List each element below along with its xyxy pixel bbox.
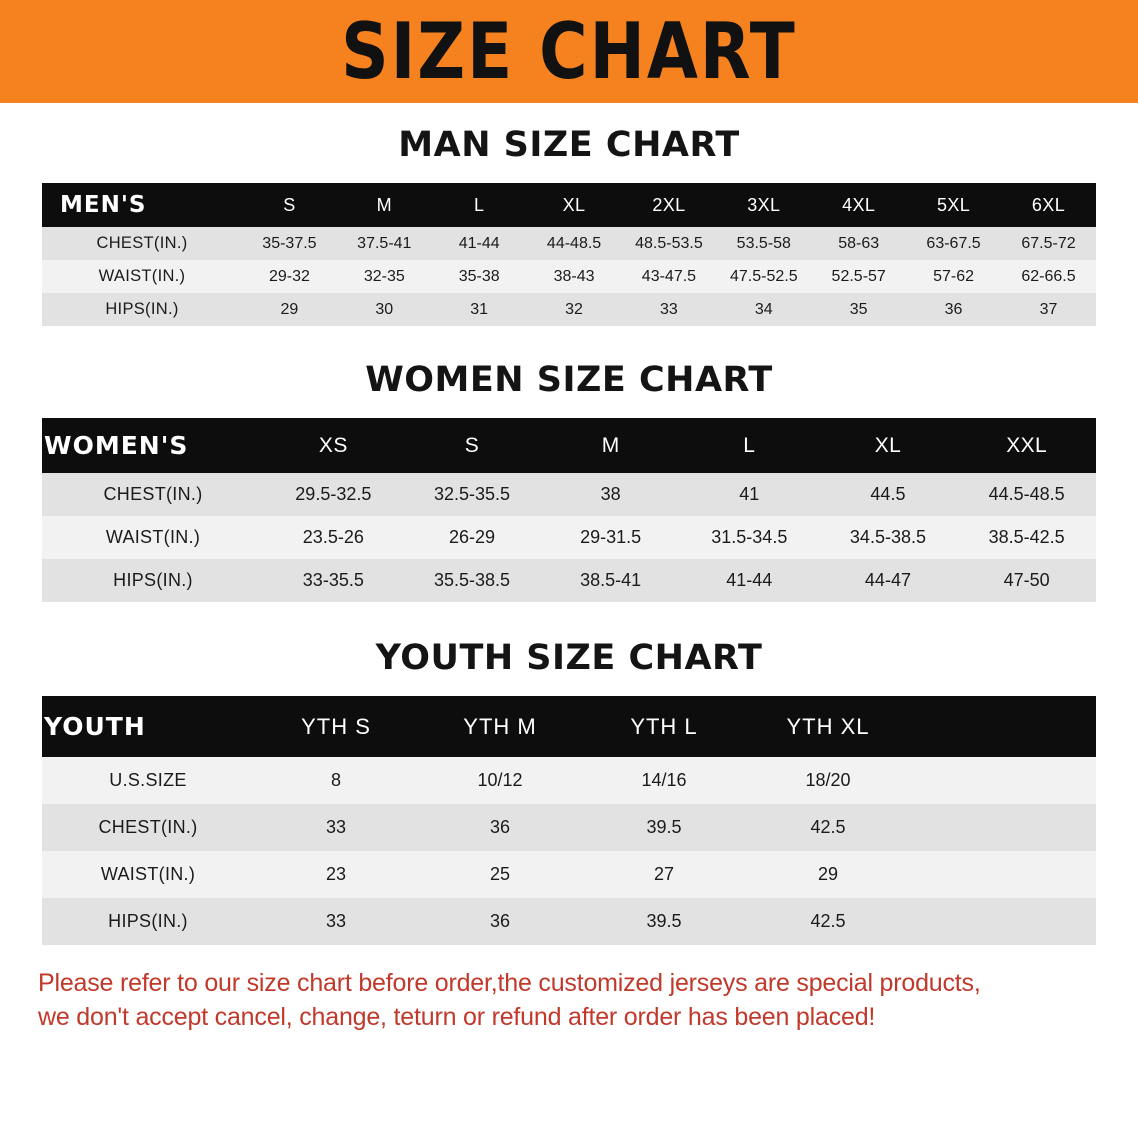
youth-r2-c0: 23 — [325, 864, 347, 884]
youth-table-wrapper — [42, 696, 1096, 945]
man-r0-c5: 53.5-58 — [736, 234, 791, 252]
youth-size-table — [42, 696, 1096, 945]
women-col-0: XS — [318, 433, 348, 457]
women-corner-label: WOMEN'S — [44, 431, 189, 460]
youth-r3-c2: 39.5 — [646, 911, 682, 931]
youth-r2-c1: 25 — [489, 864, 511, 884]
women-size-table — [42, 418, 1096, 602]
women-col-4: XL — [874, 433, 902, 457]
note-line-1: Please refer to our size chart before order,the customized jerseys are special products, — [38, 969, 981, 997]
man-r0-c7: 63-67.5 — [926, 234, 981, 252]
youth-r3-spacer — [910, 898, 1096, 945]
youth-r1-c2: 39.5 — [646, 817, 682, 837]
youth-section-title: YOUTH SIZE CHART — [375, 638, 763, 678]
women-r1-c0: 23.5-26 — [302, 527, 364, 547]
order-policy-note — [38, 967, 1100, 1035]
man-r0-c8: 67.5-72 — [1021, 234, 1076, 252]
table-row — [42, 559, 1096, 602]
man-r1-c8: 62-66.5 — [1021, 267, 1076, 285]
table-row — [42, 757, 1096, 804]
man-row-1-label: WAIST(IN.) — [98, 267, 186, 285]
women-r2-c0: 33-35.5 — [302, 570, 364, 590]
man-r2-c6: 35 — [849, 300, 868, 318]
man-col-6: 4XL — [842, 194, 876, 215]
man-r1-c3: 38-43 — [553, 267, 595, 285]
man-r2-c8: 37 — [1039, 300, 1058, 318]
man-r1-c5: 47.5-52.5 — [730, 267, 798, 285]
youth-row-1-label: CHEST(IN.) — [98, 817, 198, 837]
youth-table-body — [42, 757, 1096, 945]
man-header-row — [42, 183, 1096, 227]
man-r2-c3: 32 — [565, 300, 583, 318]
man-col-7: 5XL — [936, 194, 971, 215]
man-r0-c0: 35-37.5 — [262, 234, 317, 252]
women-r1-c1: 26-29 — [448, 527, 495, 547]
youth-row-0-label: U.S.SIZE — [109, 770, 187, 790]
women-table-wrapper — [42, 418, 1096, 602]
women-r1-c5: 38.5-42.5 — [988, 527, 1065, 547]
note-line-2: we don't accept cancel, change, teturn or refund after order has been placed! — [38, 1002, 876, 1031]
man-r1-c6: 52.5-57 — [831, 267, 886, 285]
youth-r1-c3: 42.5 — [810, 817, 846, 837]
man-r1-c0: 29-32 — [268, 267, 310, 285]
youth-r2-spacer — [910, 851, 1096, 898]
women-r2-c2: 38.5-41 — [580, 570, 642, 590]
man-r0-c6: 58-63 — [838, 234, 880, 252]
man-r1-c7: 57-62 — [933, 267, 975, 285]
youth-table-head — [42, 696, 1096, 757]
man-r2-c4: 33 — [660, 300, 678, 318]
women-r0-c1: 32.5-35.5 — [433, 484, 511, 504]
women-col-3: L — [743, 433, 756, 457]
table-row — [42, 898, 1096, 945]
youth-r0-spacer — [910, 757, 1096, 804]
youth-col-3: YTH XL — [786, 713, 870, 739]
man-r1-c2: 35-38 — [458, 267, 500, 285]
man-table-wrapper — [42, 183, 1096, 326]
women-row-2-label: HIPS(IN.) — [113, 570, 193, 590]
man-r2-c2: 31 — [470, 300, 489, 318]
youth-r2-c3: 29 — [817, 864, 839, 884]
women-r0-c4: 44.5 — [870, 484, 906, 504]
women-section-title: WOMEN SIZE CHART — [365, 360, 773, 400]
table-row — [42, 227, 1096, 260]
youth-r1-c0: 33 — [325, 817, 347, 837]
youth-r0-c1: 10/12 — [477, 770, 523, 790]
man-col-1: M — [376, 194, 393, 215]
women-r2-c5: 47-50 — [1003, 570, 1050, 590]
youth-r3-c0: 33 — [325, 911, 347, 931]
women-r1-c4: 34.5-38.5 — [849, 527, 926, 547]
man-corner-label: MEN'S — [60, 192, 147, 218]
youth-header-row — [42, 696, 1096, 757]
table-row — [42, 473, 1096, 516]
women-r2-c4: 44-47 — [864, 570, 911, 590]
youth-row-3-label: HIPS(IN.) — [108, 911, 188, 931]
man-r2-c1: 30 — [375, 300, 394, 318]
man-table-head — [42, 183, 1096, 227]
table-row — [42, 804, 1096, 851]
man-r2-c5: 34 — [754, 300, 773, 318]
man-r1-c1: 32-35 — [363, 267, 405, 285]
man-r0-c3: 44-48.5 — [546, 234, 602, 252]
youth-r3-c1: 36 — [489, 911, 511, 931]
man-col-4: 2XL — [652, 194, 686, 215]
man-table-body — [42, 227, 1096, 326]
youth-r1-spacer — [910, 804, 1096, 851]
man-col-2: L — [473, 194, 485, 215]
youth-col-1: YTH M — [463, 713, 537, 739]
women-table-body — [42, 473, 1096, 602]
youth-corner-label: YOUTH — [44, 712, 146, 741]
table-row — [42, 293, 1096, 326]
women-r1-c2: 29-31.5 — [580, 527, 642, 547]
women-r0-c5: 44.5-48.5 — [988, 484, 1065, 504]
women-table-head — [42, 418, 1096, 473]
women-header-row — [42, 418, 1096, 473]
women-col-5: XXL — [1006, 433, 1048, 457]
women-r0-c2: 38 — [600, 484, 621, 504]
women-r0-c3: 41 — [739, 484, 760, 504]
man-r2-c0: 29 — [280, 300, 299, 318]
man-r0-c4: 48.5-53.5 — [635, 234, 703, 252]
table-row — [42, 851, 1096, 898]
man-size-table — [42, 183, 1096, 326]
page-title: SIZE CHART — [341, 5, 797, 97]
man-col-8: 6XL — [1031, 194, 1066, 215]
youth-r0-c3: 18/20 — [805, 770, 851, 790]
man-col-5: 3XL — [747, 194, 781, 215]
women-col-1: S — [464, 433, 480, 457]
youth-row-2-label: WAIST(IN.) — [100, 864, 196, 884]
man-r2-c7: 36 — [944, 300, 963, 318]
women-r1-c3: 31.5-34.5 — [711, 527, 788, 547]
man-row-2-label: HIPS(IN.) — [105, 300, 179, 318]
women-r0-c0: 29.5-32.5 — [295, 484, 372, 504]
man-r1-c4: 43-47.5 — [641, 267, 697, 285]
man-col-0: S — [283, 194, 296, 215]
man-row-0-label: CHEST(IN.) — [96, 234, 188, 252]
women-r2-c1: 35.5-38.5 — [433, 570, 511, 590]
man-col-3: XL — [562, 194, 586, 215]
table-row — [42, 260, 1096, 293]
women-row-0-label: CHEST(IN.) — [103, 484, 203, 504]
women-row-1-label: WAIST(IN.) — [105, 527, 201, 547]
women-col-2: M — [601, 433, 620, 457]
man-section-title: MAN SIZE CHART — [398, 125, 740, 165]
youth-r0-c2: 14/16 — [641, 770, 687, 790]
youth-r2-c2: 27 — [653, 864, 675, 884]
man-r0-c1: 37.5-41 — [357, 234, 412, 252]
youth-col-0: YTH S — [301, 713, 371, 739]
youth-r1-c1: 36 — [489, 817, 511, 837]
women-r2-c3: 41-44 — [726, 570, 773, 590]
youth-r0-c0: 8 — [330, 770, 341, 790]
youth-col-2: YTH L — [630, 713, 698, 739]
banner — [0, 0, 1138, 103]
youth-r3-c3: 42.5 — [810, 911, 846, 931]
man-r0-c2: 41-44 — [458, 234, 500, 252]
youth-col-spacer — [910, 696, 1096, 757]
table-row — [42, 516, 1096, 559]
